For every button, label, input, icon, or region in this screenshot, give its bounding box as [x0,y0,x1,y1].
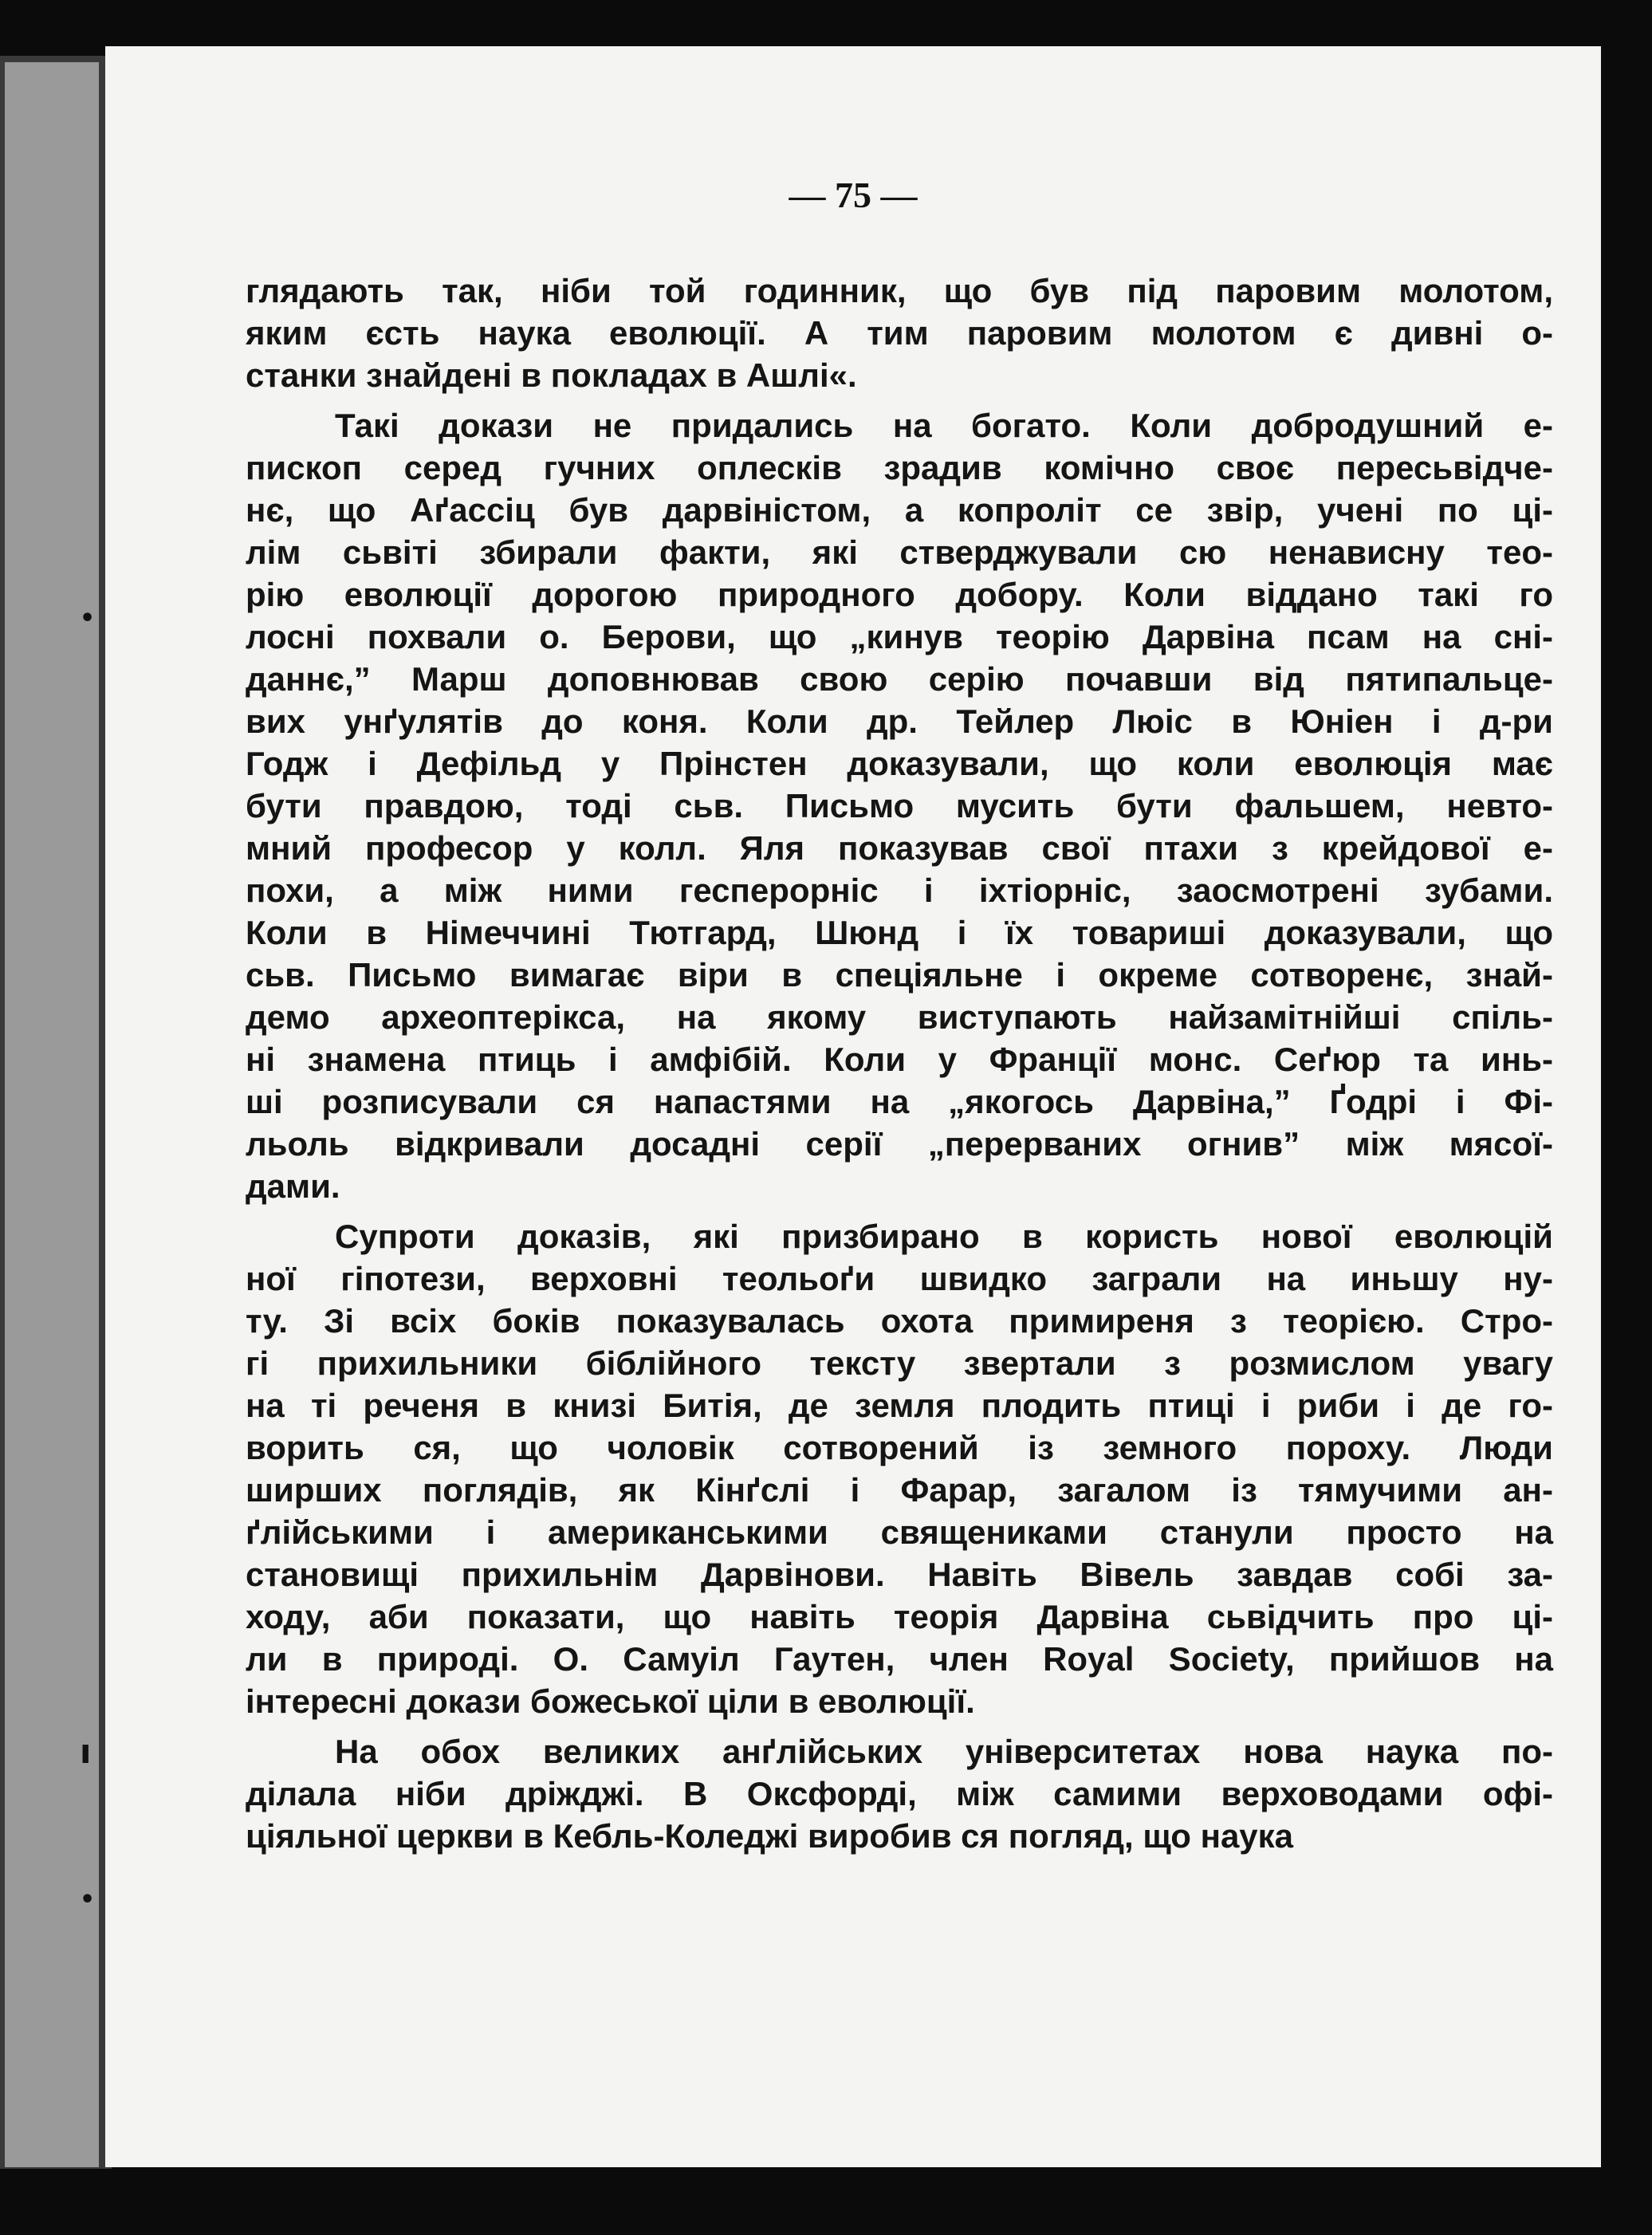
text-line: Такі докази не придались на богато. Коли добродушний е- [335,407,1553,444]
text-line: ту. Зі всіх боків показувалась охота примиреня з теорією. Стро- [246,1302,1553,1340]
text-line: нє, що Аґассіц був дарвіністом, а копроліт се звір, учені по ці- [246,491,1553,529]
text-line: ли в природі. О. Самуіл Гаутен, член Royal Society, прийшов на [246,1640,1553,1678]
text-line: гі прихильники біблійного тексту звертали з розмислом увагу [246,1344,1553,1382]
text-line: інтересні докази божеської ціли в еволюції. [246,1682,975,1720]
text-line: льоль відкривали досадні серії „перерваних огнив” між мясої- [246,1125,1553,1163]
text-line: мний професор у колл. Яля показував свої птахи з крейдової е- [246,829,1553,867]
text-line: Супроти доказів, які призбирано в користь нової еволюцій [335,1218,1553,1255]
margin-dot-mark: • [80,604,96,632]
page-text [246,270,1553,1857]
paragraph-gap [246,396,1553,404]
text-line: ної гіпотези, верховні теольоґи швидко заграли на иньшу ну- [246,1260,1553,1297]
text-line: ділала ніби дріжджі. В Оксфорді, між самими верховодами офі- [246,1775,1553,1812]
page-number: — 75 — [789,175,918,215]
text-line: похи, а між ними гесперорніс і іхтіорніс, заосмотрені зубами. [246,872,1553,909]
text-line: бути правдою, тоді сьв. Письмо мусить бути фальшем, невто- [246,787,1553,824]
paragraph [246,404,1553,1207]
text-line: лім сьвіті збирали факти, які стверджували сю ненависну тео- [246,533,1553,571]
text-line: станки знайдені в покладах в Ашлі«. [246,356,857,394]
text-line: ворить ся, що чоловік сотворений із земного пороху. Люди [246,1429,1553,1466]
text-line: глядають так, ніби той годинник, що був під паровим молотом, [246,272,1553,309]
text-line: пископ серед гучних оплесків зрадив комічно своє пересьвідче- [246,449,1553,486]
text-line: На обох великих анґлійських університетах нова наука по- [335,1733,1553,1770]
text-line: ходу, аби показати, що навіть теорія Дарвіна сьвідчить про ці- [246,1598,1553,1635]
text-line: становищі прихильнім Дарвінови. Навіть Вівель завдав собі за- [246,1556,1553,1593]
text-line: яким єсть наука еволюції. А тим паровим молотом є дивні о- [246,314,1553,352]
paragraph [246,270,1553,396]
text-line: Коли в Німеччині Тютгард, Шюнд і їх товариші доказували, що [246,914,1553,951]
text-line: ші розписували ся напастями на „якогось Дарвіна,” Ґодрі і Фі- [246,1083,1553,1120]
text-line: ціяльної церкви в Кебль-Коледжі виробив ся погляд, що наука [246,1817,1294,1855]
text-line: дами. [246,1167,340,1205]
text-line: Годж і Дефільд у Прінстен доказували, що коли еволюція має [246,745,1553,782]
text-line: ширших поглядів, як Кінґслі і Фарар, загалом із тямучими ан- [246,1471,1553,1509]
margin-dot-mark: • [80,1886,96,1914]
text-line: ні знамена птиць і амфібій. Коли у Франції монс. Сеґюр та инь- [246,1041,1553,1078]
paragraph [246,1730,1553,1857]
text-line: демо археоптерікса, на якому виступають найзамітнійші спіль- [246,998,1553,1036]
adjacent-page-strip [5,62,99,2167]
text-line: сьв. Письмо вимагає віри в спеціяльне і окреме сотворенє, знай- [246,956,1553,994]
text-line: лосні похвали о. Берови, що „кинув теорію Дарвіна псам на сні- [246,618,1553,655]
paragraph [246,1215,1553,1722]
paragraph-gap [246,1722,1553,1730]
text-line: ґлійськими і американськими священиками станули просто на [246,1513,1553,1551]
text-line: на ті реченя в книзі Битія, де земля плодить птиці і риби і де го- [246,1387,1553,1424]
text-line: даннє,” Марш доповнював свою серію почавши від пятипальце- [246,660,1553,698]
book-page [105,46,1601,2167]
margin-tick-mark: ı [80,1732,92,1771]
text-line: рію еволюції дорогою природного добору. Коли віддано такі го [246,576,1553,613]
paragraph-gap [246,1207,1553,1215]
text-line: вих унґулятів до коня. Коли др. Тейлер Люіс в Юніен і д-ри [246,702,1553,740]
